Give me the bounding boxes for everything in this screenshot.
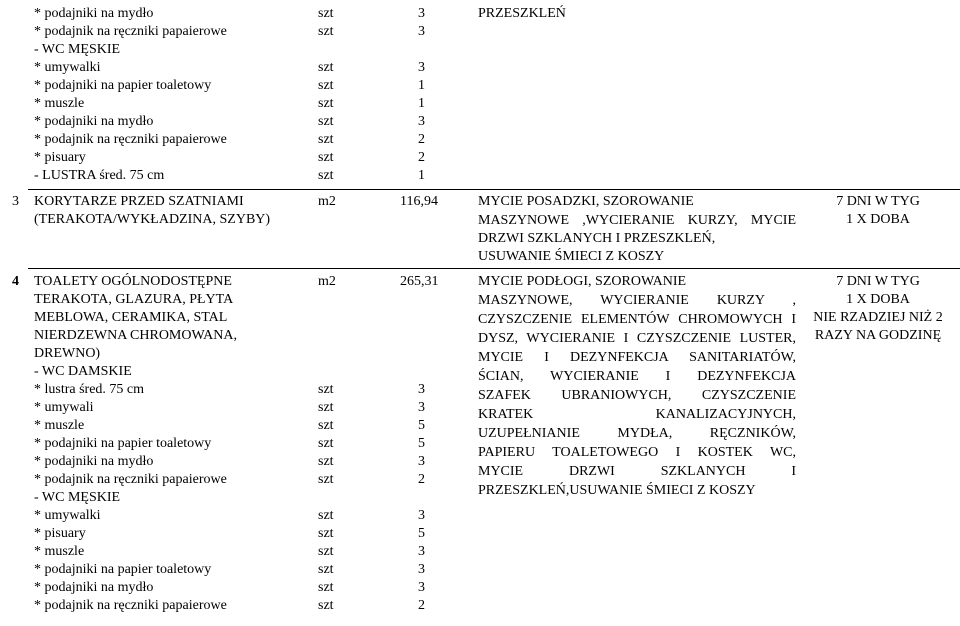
top-desc-tail: PRZESZKLEŃ — [478, 6, 566, 21]
row-title: KORYTARZE PRZED SZATNIAMI — [34, 194, 244, 209]
item-unit: szt — [318, 168, 334, 183]
item-quantity: 2 — [418, 598, 425, 613]
item-unit: szt — [318, 562, 334, 577]
row-frequency: 1 X DOBA — [846, 212, 910, 227]
item-name: * podajniki na papier toaletowy — [34, 78, 212, 93]
row-title: MEBLOWA, CERAMIKA, STAL — [34, 310, 228, 325]
item-unit: szt — [318, 454, 334, 469]
item-unit: szt — [318, 96, 334, 111]
item-unit: szt — [318, 24, 334, 39]
item-quantity: 3 — [418, 24, 425, 39]
description-line: CZYSZCZENIE ELEMENTÓW CHROMOWYCH I — [478, 312, 796, 327]
item-name: * podajniki na mydło — [34, 6, 154, 21]
item-unit: szt — [318, 544, 334, 559]
description-line: PAPIERU TOALETOWEGO I KOSTEK WC, — [478, 445, 796, 460]
item-name: * muszle — [34, 96, 85, 111]
row-description: MYCIE POSADZKI, SZOROWANIE — [478, 194, 694, 209]
row-frequency: RAZY NA GODZINĘ — [814, 328, 942, 343]
item-name: * podajnik na ręczniki papaierowe — [34, 598, 227, 613]
row-frequency: 7 DNI W TYG — [836, 194, 920, 209]
item-name: * umywalki — [34, 508, 101, 523]
row-frequency: NIE RZADZIEJ NIŻ 2 — [813, 310, 943, 325]
description-line: SZAFEK UBRANIOWYCH, CZYSZCZENIE — [478, 388, 796, 403]
item-unit: szt — [318, 580, 334, 595]
row-description: USUWANIE ŚMIECI Z KOSZY — [478, 249, 665, 264]
item-name: - LUSTRA śred. 75 cm — [34, 168, 165, 183]
row-quantity: 265,31 — [400, 274, 439, 289]
item-quantity: 3 — [418, 544, 425, 559]
item-quantity: 2 — [418, 472, 425, 487]
item-name: - WC MĘSKIE — [34, 42, 121, 57]
item-name: * muszle — [34, 418, 85, 433]
item-name: * podajniki na papier toaletowy — [34, 562, 212, 577]
item-name: * podajniki na mydło — [34, 114, 154, 129]
item-quantity: 3 — [418, 6, 425, 21]
item-name: * lustra śred. 75 cm — [34, 382, 145, 397]
row-title: NIERDZEWNA CHROMOWANA, — [34, 328, 237, 343]
row-title: TOALETY OGÓLNODOSTĘPNE — [34, 274, 232, 289]
item-quantity: 3 — [418, 114, 425, 129]
description-line: PRZESZKLEŃ,USUWANIE ŚMIECI Z KOSZY — [478, 483, 756, 498]
item-name: * pisuary — [34, 526, 86, 541]
item-quantity: 3 — [418, 454, 425, 469]
description-line: MYCIE DRZWI SZKLANYCH I — [478, 464, 796, 479]
item-quantity: 3 — [418, 580, 425, 595]
item-name: - WC DAMSKIE — [34, 364, 132, 379]
item-name: - WC MĘSKIE — [34, 490, 121, 505]
item-quantity: 3 — [418, 60, 425, 75]
row-number: 4 — [12, 274, 19, 289]
description-line: MYCIE I DEZYNFEKCJA SANITARIATÓW, — [478, 350, 796, 365]
item-unit: szt — [318, 526, 334, 541]
row-quantity: 116,94 — [400, 194, 438, 209]
row-description: MASZYNOWE ,WYCIERANIE KURZY, MYCIE — [478, 213, 796, 228]
item-unit: szt — [318, 472, 334, 487]
item-quantity: 1 — [418, 168, 425, 183]
row-unit: m2 — [318, 274, 336, 289]
item-name: * podajniki na papier toaletowy — [34, 436, 212, 451]
item-quantity: 1 — [418, 96, 425, 111]
item-name: * umywalki — [34, 60, 101, 75]
item-name: * podajnik na ręczniki papaierowe — [34, 472, 227, 487]
item-quantity: 3 — [418, 508, 425, 523]
row-frequency: 1 X DOBA — [846, 292, 910, 307]
item-quantity: 1 — [418, 78, 425, 93]
item-quantity: 5 — [418, 526, 425, 541]
description-line: DYSZ, WYCIERANIE I CZYSZCZENIE LUSTER, — [478, 331, 796, 346]
item-unit: szt — [318, 418, 334, 433]
item-unit: szt — [318, 78, 334, 93]
item-name: * podajniki na mydło — [34, 580, 154, 595]
item-unit: szt — [318, 60, 334, 75]
item-name: * podajniki na mydło — [34, 454, 154, 469]
description-line: UZUPEŁNIANIE MYDŁA, RĘCZNIKÓW, — [478, 426, 796, 441]
item-name: * podajnik na ręczniki papaierowe — [34, 24, 227, 39]
item-unit: szt — [318, 6, 334, 21]
item-name: * umywali — [34, 400, 94, 415]
item-unit: szt — [318, 598, 334, 613]
item-quantity: 5 — [418, 436, 425, 451]
item-quantity: 2 — [418, 132, 425, 147]
item-unit: szt — [318, 150, 334, 165]
item-quantity: 2 — [418, 150, 425, 165]
item-unit: szt — [318, 114, 334, 129]
row-unit: m2 — [318, 194, 336, 209]
item-name: * podajnik na ręczniki papaierowe — [34, 132, 227, 147]
item-quantity: 3 — [418, 382, 425, 397]
row-title: TERAKOTA, GLAZURA, PŁYTA — [34, 292, 234, 307]
item-unit: szt — [318, 508, 334, 523]
item-name: * pisuary — [34, 150, 86, 165]
description-line: MASZYNOWE, WYCIERANIE KURZY , — [478, 293, 796, 308]
item-unit: szt — [318, 132, 334, 147]
item-quantity: 5 — [418, 418, 425, 433]
row-description: DRZWI SZKLANYCH I PRZESZKLEŃ, — [478, 231, 716, 246]
row-title: (TERAKOTA/WYKŁADZINA, SZYBY) — [34, 212, 271, 227]
row-title: DREWNO) — [34, 346, 101, 361]
item-name: * muszle — [34, 544, 85, 559]
item-unit: szt — [318, 436, 334, 451]
row-number: 3 — [12, 194, 19, 209]
row-divider — [28, 189, 960, 190]
item-unit: szt — [318, 382, 334, 397]
item-unit: szt — [318, 400, 334, 415]
row-frequency: 7 DNI W TYG — [836, 274, 920, 289]
item-quantity: 3 — [418, 400, 425, 415]
description-line: ŚCIAN, WYCIERANIE I DEZYNFEKCJA — [478, 369, 796, 384]
item-quantity: 3 — [418, 562, 425, 577]
row-divider — [28, 268, 960, 269]
description-line: MYCIE PODŁOGI, SZOROWANIE — [478, 274, 687, 289]
description-line: KRATEK KANALIZACYJNYCH, — [478, 407, 796, 422]
